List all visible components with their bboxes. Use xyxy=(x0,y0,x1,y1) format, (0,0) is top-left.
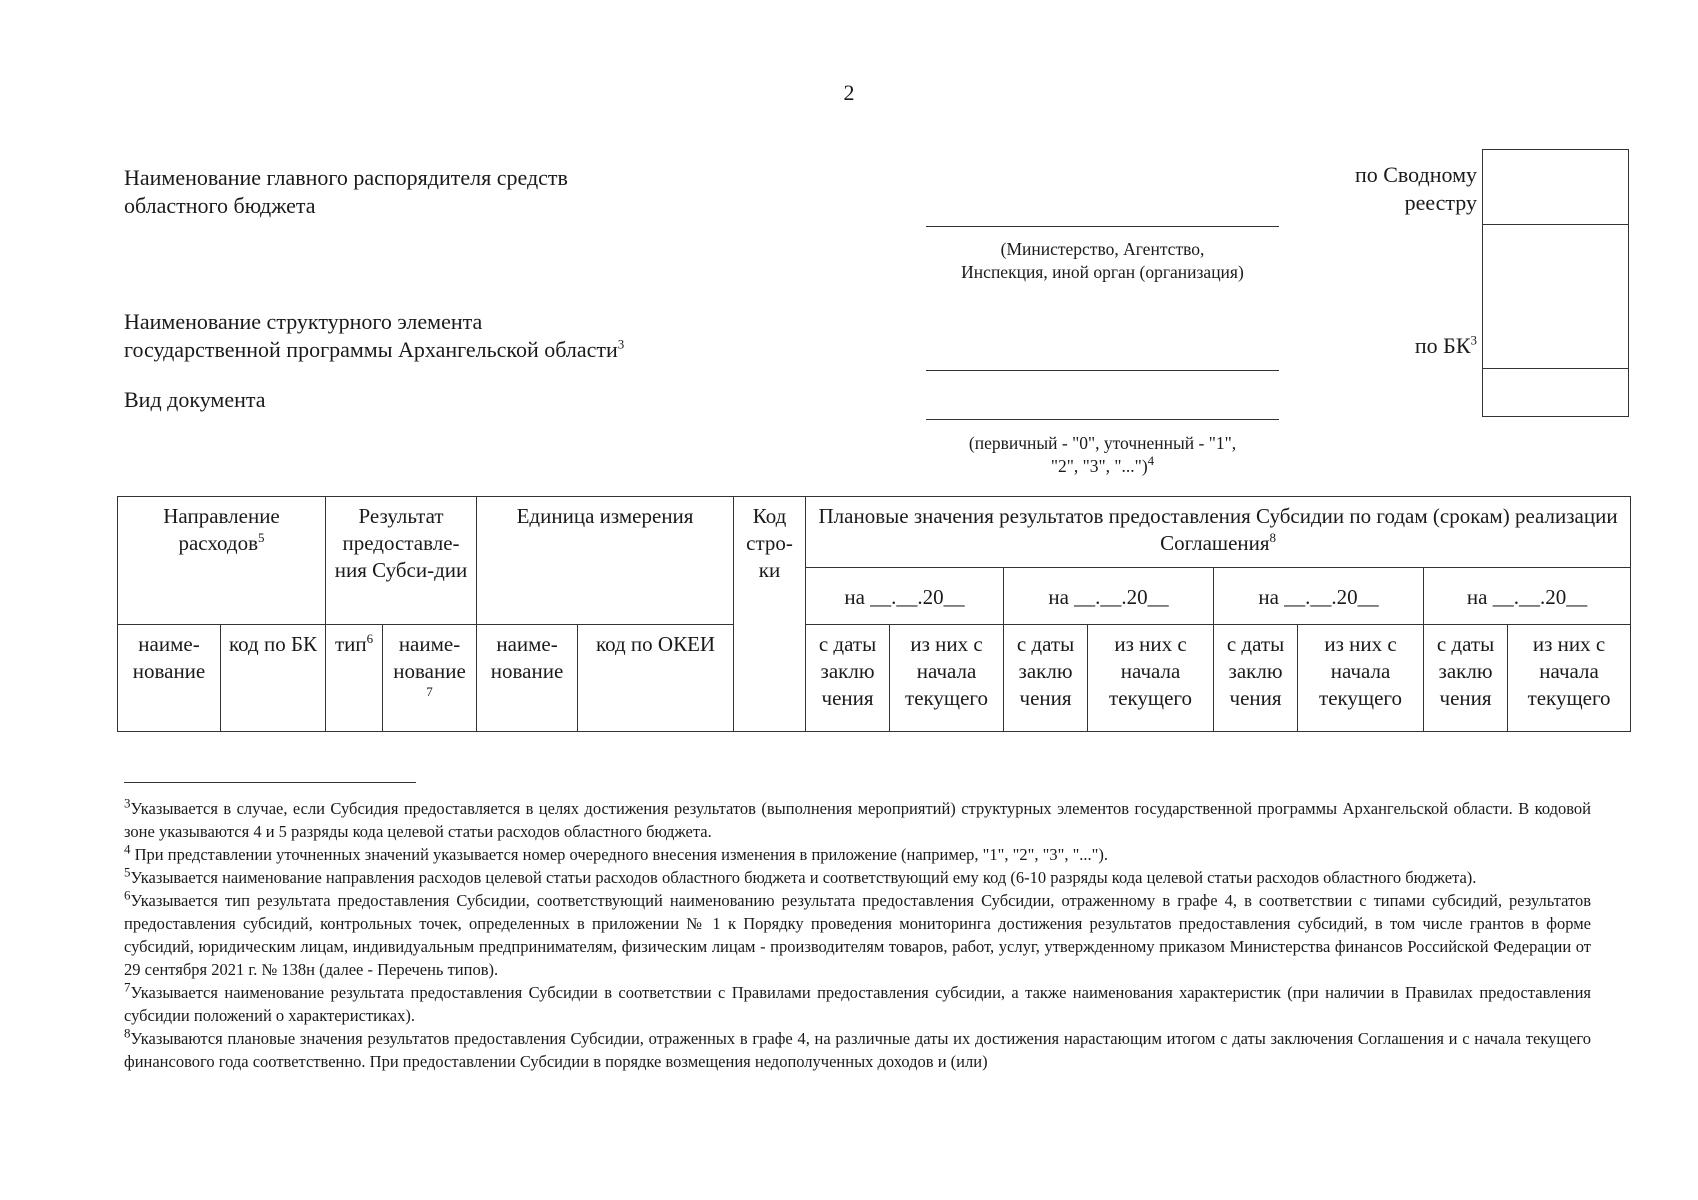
expense-direction-header xyxy=(118,497,326,625)
document-type-label: Вид документа xyxy=(124,387,266,412)
result-name-header-sup: 7 xyxy=(426,684,433,699)
document-type-code-cell[interactable] xyxy=(1483,369,1628,416)
footnote-4 xyxy=(124,843,1591,866)
footnote-5-sup: 5 xyxy=(124,864,131,880)
structural-element-label-line1: Наименование структурного элемента xyxy=(124,309,483,334)
structural-element-label-line2: государственной программы Архангельской области xyxy=(124,337,618,362)
consolidated-registry-label-line1: по Сводному xyxy=(1354,162,1477,187)
footnote-7-sup: 7 xyxy=(124,979,131,995)
bk-code-label-text: по БК xyxy=(1414,333,1471,358)
footnote-8-sup: 8 xyxy=(124,1025,131,1041)
footnote-4-sup: 4 xyxy=(124,841,131,857)
okei-code-header: код по ОКЕИ xyxy=(578,625,734,732)
footnote-6 xyxy=(124,889,1591,981)
from-year-header-1: из них с начала текущего xyxy=(890,625,1004,732)
document-type-caption xyxy=(920,432,1285,478)
consolidated-registry-label-line2: реестру xyxy=(1404,190,1477,215)
row-code-header: Код стро-ки xyxy=(734,497,806,732)
structural-element-field-line[interactable] xyxy=(926,370,1279,371)
footnote-6-text: Указывается тип результата предоставления Субсидии, соответствующий наименованию результата предоставления Субсидии, отраженному в графе 4, в соответствии с типами субсидий, результатов предоставления субсидий, контрольных точек, определенных в приложении № 1 к Порядку проведения мониторинга достижения результатов предоставления субсидий, в том числе грантов в форме субсидий, юридическим лицам, индивидуальным предпринимателям, физическим лицам - производителям товаров, работ, услуг, утвержденному приказом Министерства финансов Российской Федерации от 29 сентября 2021 г. № 138н (далее - Перечень типов). xyxy=(124,891,1591,979)
bk-code-label xyxy=(1300,332,1477,360)
direction-name-header: наиме-нование xyxy=(118,625,221,732)
planned-results-table xyxy=(117,496,1631,732)
bk-code-label-sup: 3 xyxy=(1470,332,1477,348)
expense-direction-header-text: Направление расходов xyxy=(163,504,280,555)
footnote-3 xyxy=(124,797,1591,843)
footnote-8-text: Указываются плановые значения результатов предоставления Субсидии, отраженных в графе 4, на различные даты их достижения нарастающим итогом с даты заключения Соглашения и с начала текущего финансового года соответственно. При предоставлении Субсидии в порядке возмещения недополученных доходов и (или) xyxy=(124,1029,1591,1071)
footnote-3-text: Указывается в случае, если Субсидия предоставляется в целях достижения результатов (выполнения мероприятий) структурных элементов государственной программы Архангельской области. В кодовой зоне указываются 4 и 5 разряды кода целевой статьи расходов областного бюджета. xyxy=(124,799,1591,841)
from-year-header-2: из них с начала текущего xyxy=(1088,625,1214,732)
footnote-7-text: Указывается наименование результата предоставления Субсидии в соответствии с Правилами предоставления субсидии, а также наименования характеристик (при наличии в Правилах предоставления субсидии положений о характеристиках). xyxy=(124,983,1591,1025)
subsidy-result-header: Результат предоставле-ния Субси-дии xyxy=(326,497,477,625)
document-type-caption-line2: "2", "3", "...") xyxy=(1050,456,1148,476)
from-contract-header-4: с даты заклю чения xyxy=(1424,625,1508,732)
page-number: 2 xyxy=(843,80,855,105)
structural-element-label xyxy=(124,308,624,364)
period-header-2: на __.__.20__ xyxy=(1004,568,1214,625)
footnote-separator xyxy=(124,782,416,783)
from-contract-header-1: с даты заклю чения xyxy=(806,625,890,732)
result-type-header-text: тип xyxy=(334,632,367,656)
document-type-caption-line1: (первичный - "0", уточненный - "1", xyxy=(968,433,1237,453)
expense-direction-header-sup: 5 xyxy=(258,530,265,545)
document-type-field-line[interactable] xyxy=(926,419,1279,420)
from-year-header-4: из них с начала текущего xyxy=(1508,625,1631,732)
footnote-8 xyxy=(124,1027,1591,1073)
planned-values-header-text: Плановые значения результатов предоставления Субсидии по годам (срокам) реализации Соглашения xyxy=(818,504,1618,555)
chief-administrator-label xyxy=(124,164,568,220)
unit-name-header: наиме-нование xyxy=(477,625,578,732)
unit-header: Единица измерения xyxy=(477,497,734,625)
from-contract-header-3: с даты заклю чения xyxy=(1214,625,1298,732)
direction-bk-code-header: код по БК xyxy=(221,625,326,732)
consolidated-registry-label xyxy=(1260,161,1477,217)
result-type-header xyxy=(326,625,383,732)
structural-element-label-sup: 3 xyxy=(617,336,625,352)
chief-administrator-caption xyxy=(920,238,1285,284)
registry-code-cell[interactable] xyxy=(1483,150,1628,225)
code-zone-box xyxy=(1482,149,1629,417)
period-header-4: на __.__.20__ xyxy=(1424,568,1631,625)
result-name-header xyxy=(383,625,477,732)
footnote-7 xyxy=(124,981,1591,1027)
document-type-caption-sup: 4 xyxy=(1147,453,1155,469)
chief-administrator-field-line[interactable] xyxy=(926,226,1279,227)
from-year-header-3: из них с начала текущего xyxy=(1298,625,1424,732)
chief-administrator-caption-line1: (Министерство, Агентство, xyxy=(1000,239,1205,259)
bk-code-cell[interactable] xyxy=(1483,225,1628,369)
period-header-3: на __.__.20__ xyxy=(1214,568,1424,625)
period-header-1: на __.__.20__ xyxy=(806,568,1004,625)
planned-values-header-sup: 8 xyxy=(1269,530,1277,545)
footnote-4-text: При представлении уточненных значений указывается номер очередного внесения изменения в приложение (например, "1", "2", "3", "..."). xyxy=(130,845,1109,864)
result-name-header-text: наиме-нование xyxy=(393,632,466,683)
footnote-5 xyxy=(124,866,1591,889)
from-contract-header-2: с даты заклю чения xyxy=(1004,625,1088,732)
footnote-3-sup: 3 xyxy=(124,795,131,811)
chief-administrator-label-line1: Наименование главного распорядителя средств xyxy=(124,165,568,190)
footnote-5-text: Указывается наименование направления расходов целевой статьи расходов областного бюджета и соответствующий ему код (6-10 разряды кода целевой статьи расходов областного бюджета). xyxy=(130,868,1477,887)
planned-values-header xyxy=(806,497,1631,568)
result-type-header-sup: 6 xyxy=(366,631,374,646)
footnotes xyxy=(124,797,1591,1073)
footnote-6-sup: 6 xyxy=(124,887,131,903)
chief-administrator-caption-line2: Инспекция, иной орган (организация) xyxy=(961,262,1244,282)
chief-administrator-label-line2: областного бюджета xyxy=(124,193,316,218)
